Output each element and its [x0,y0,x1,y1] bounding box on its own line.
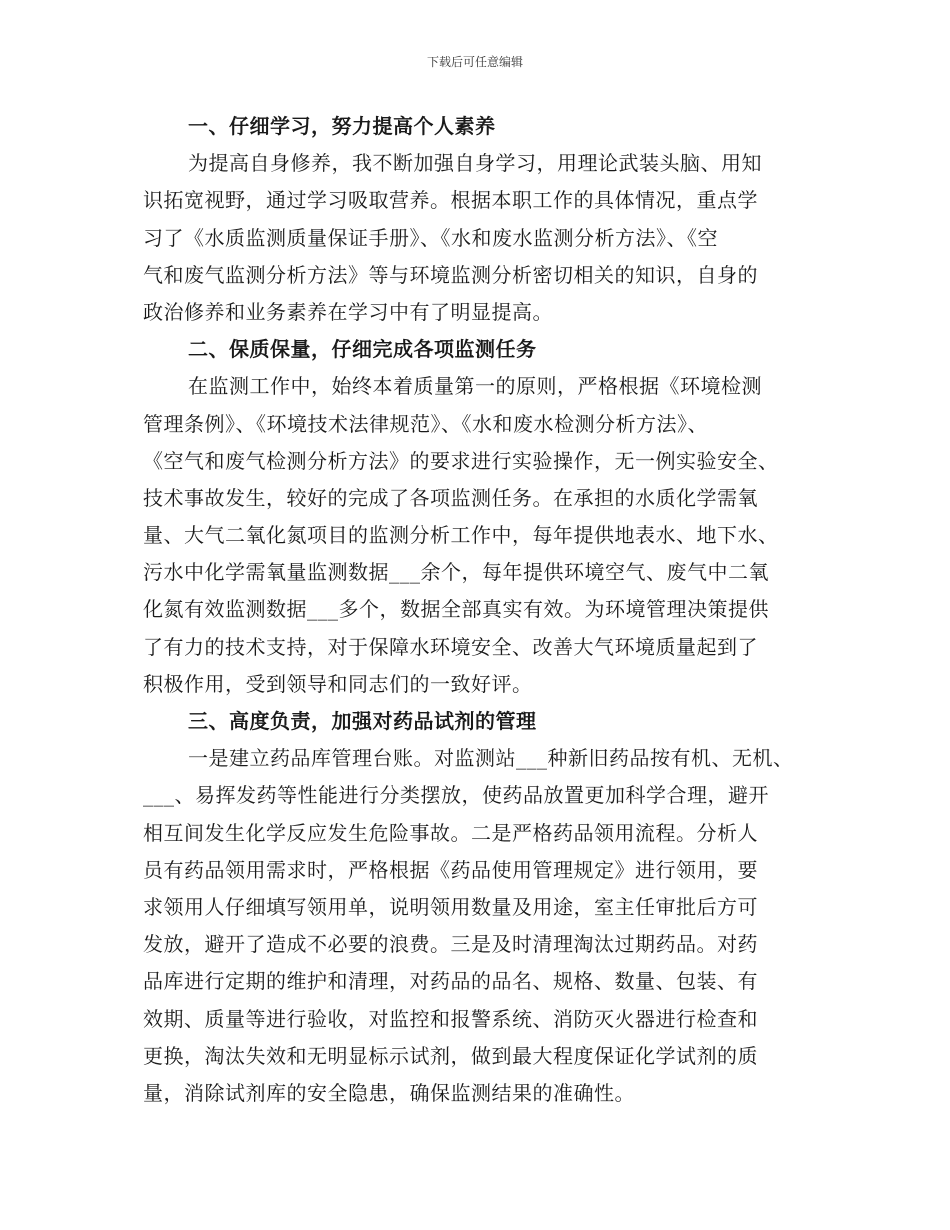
section-heading-1: 一、仔细学习，努力提高个人素养 [188,114,496,138]
paragraph-line: 量，消除试剂库的安全隐患，确保监测结果的准确性。 [143,1080,635,1105]
section-heading-2: 二、保质保量，仔细完成各项监测任务 [188,337,537,362]
paragraph-line: 技术事故发生，较好的完成了各项监测任务。在承担的水质化学需氧 [143,485,758,510]
paragraph-line: 发放，避开了造成不必要的浪费。三是及时清理淘汰过期药品。对药 [143,932,758,957]
paragraph-line: 识拓宽视野，通过学习吸取营养。根据本职工作的具体情况，重点学 [143,188,758,213]
paragraph-line: 为提高自身修养，我不断加强自身学习，用理论武装头脑、用知 [188,151,762,176]
paragraph-line: 在监测工作中，始终本着质量第一的原则，严格根据《环境检测 [188,374,762,399]
paragraph-line: 了有力的技术支持，对于保障水环境安全、改善大气环境质量起到了 [143,634,758,659]
paragraph-line: 管理条例》、《环境技术法律规范》、《水和废水检测分析方法》、 [143,411,708,436]
paragraph-line: 积极作用，受到领导和同志们的一致好评。 [143,671,533,696]
document-body [143,108,823,1112]
paragraph-line: 求领用人仔细填写领用单，说明领用数量及用途，室主任审批后方可 [143,894,758,919]
paragraph-line: 更换，淘汰失效和无明显标示试剂，做到最大程度保证化学试剂的质 [143,1043,758,1068]
paragraph-line: ___、易挥发药等性能进行分类摆放，使药品放置更加科学合理，避开 [143,783,769,808]
section-heading-3: 三、高度负责，加强对药品试剂的管理 [188,709,537,733]
paragraph-line: 员有药品领用需求时，严格根据《药品使用管理规定》进行领用，要 [143,857,758,882]
paragraph-line: 习了《水质监测质量保证手册》、《水和废水监测分析方法》、《空 [143,225,718,250]
page-header: 下载后可任意编辑 [426,55,523,69]
paragraph-line: 相互间发生化学反应发生危险事故。二是严格药品领用流程。分析人 [143,820,758,845]
paragraph-line: 政治修养和业务素养在学习中有了明显提高。 [143,299,553,324]
paragraph-line: 量、大气二氧化氮项目的监测分析工作中，每年提供地表水、地下水、 [143,523,779,548]
paragraph-line: 品库进行定期的维护和清理，对药品的品名、规格、数量、包装、有 [143,969,758,994]
paragraph-line: 效期、质量等进行验收，对监控和报警系统、消防灭火器进行检查和 [143,1006,758,1031]
paragraph-line: 《空气和废气检测分析方法》的要求进行实验操作，无一例实验安全、 [143,448,779,473]
paragraph-line: 一是建立药品库管理台账。对监测站___种新旧药品按有机、无机、 [188,746,794,771]
paragraph-line: 气和废气监测分析方法》等与环境监测分析密切相关的知识，自身的 [143,262,758,287]
paragraph-line: 化氮有效监测数据___多个，数据全部真实有效。为环境管理决策提供 [143,597,769,622]
paragraph-line: 污水中化学需氧量监测数据___余个，每年提供环境空气、废气中二氧 [143,560,769,585]
